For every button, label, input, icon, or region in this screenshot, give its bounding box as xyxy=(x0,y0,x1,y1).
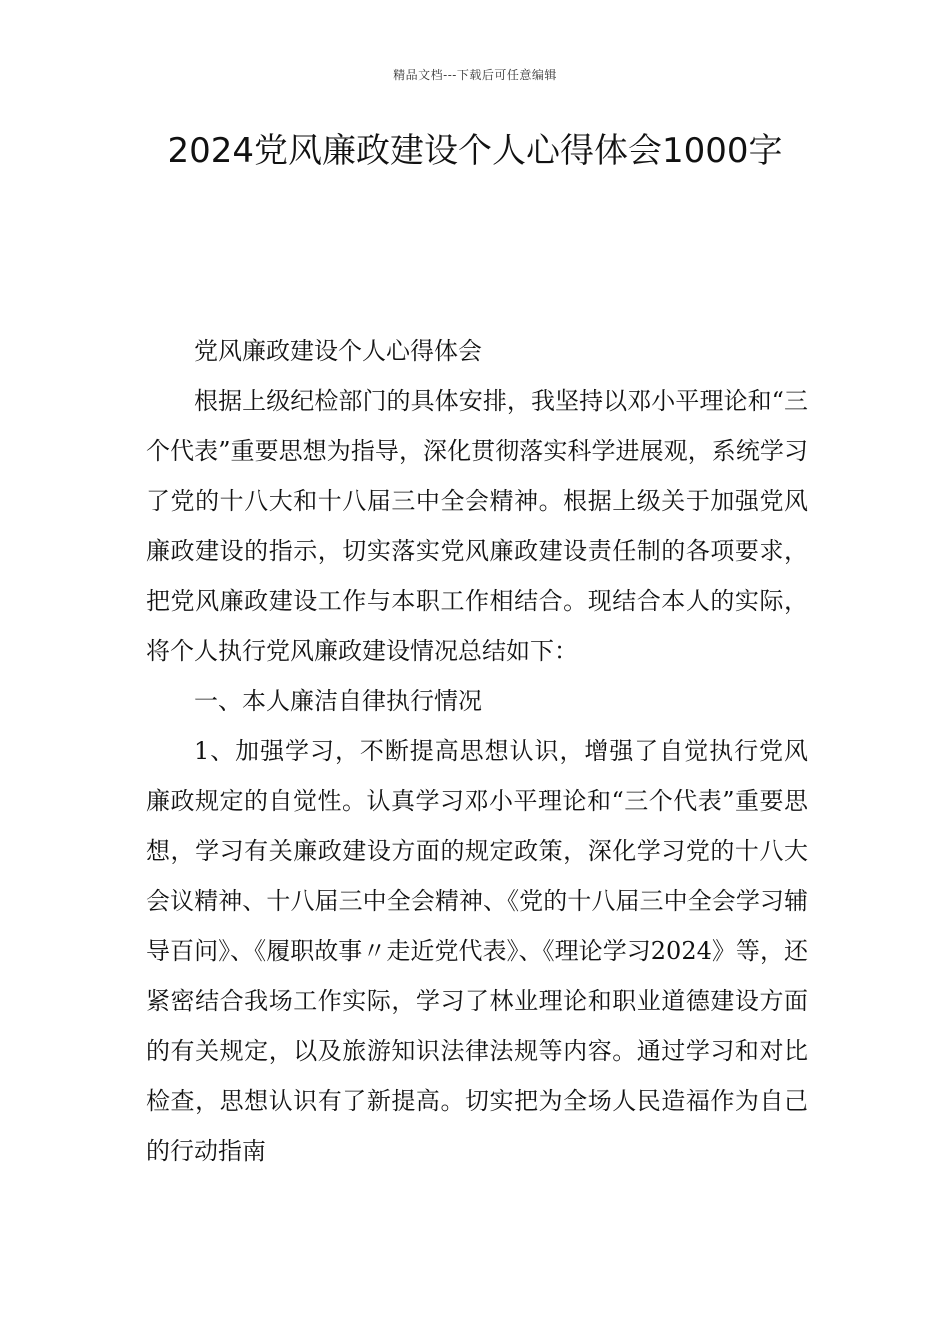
document-title: 2024党风廉政建设个人心得体会1000字 xyxy=(167,131,783,171)
section-heading: 一、本人廉洁自律执行情况 xyxy=(194,687,482,715)
paragraph-point-1: 1、加强学习，不断提高思想认识，增强了自觉执行党风廉政规定的自觉性。认真学习邓小平理论和“三个代表”重要思想，学习有关廉政建设方面的规定政策，深化学习党的十八大会议精神、十八届三中全会精神、《党的十八届三中全会学习辅导百问》、《履职故事〃走近党代表》、《理论学习2024》等，还紧密结合我场工作实际，学习了林业理论和职业道德建设方面的有关规定，以及旅游知识法律法规等内容。通过学习和对比检查，思想认识有了新提高。切实把为全场人民造福作为自己的行动指南 xyxy=(146,737,808,1165)
paragraph-intro: 根据上级纪检部门的具体安排，我坚持以邓小平理论和“三个代表”重要思想为指导，深化贯彻落实科学进展观，系统学习了党的十八大和十八届三中全会精神。根据上级关于加强党风廉政建设的指示，切实落实党风廉政建设责任制的各项要求，把党风廉政建设工作与本职工作相结合。现结合本人的实际，将个人执行党风廉政建设情况总结如下： xyxy=(146,387,808,665)
paragraph-subtitle: 党风廉政建设个人心得体会 xyxy=(194,337,482,365)
header-note: 精品文档---下载后可任意编辑 xyxy=(393,68,557,82)
document-body xyxy=(146,326,808,1176)
